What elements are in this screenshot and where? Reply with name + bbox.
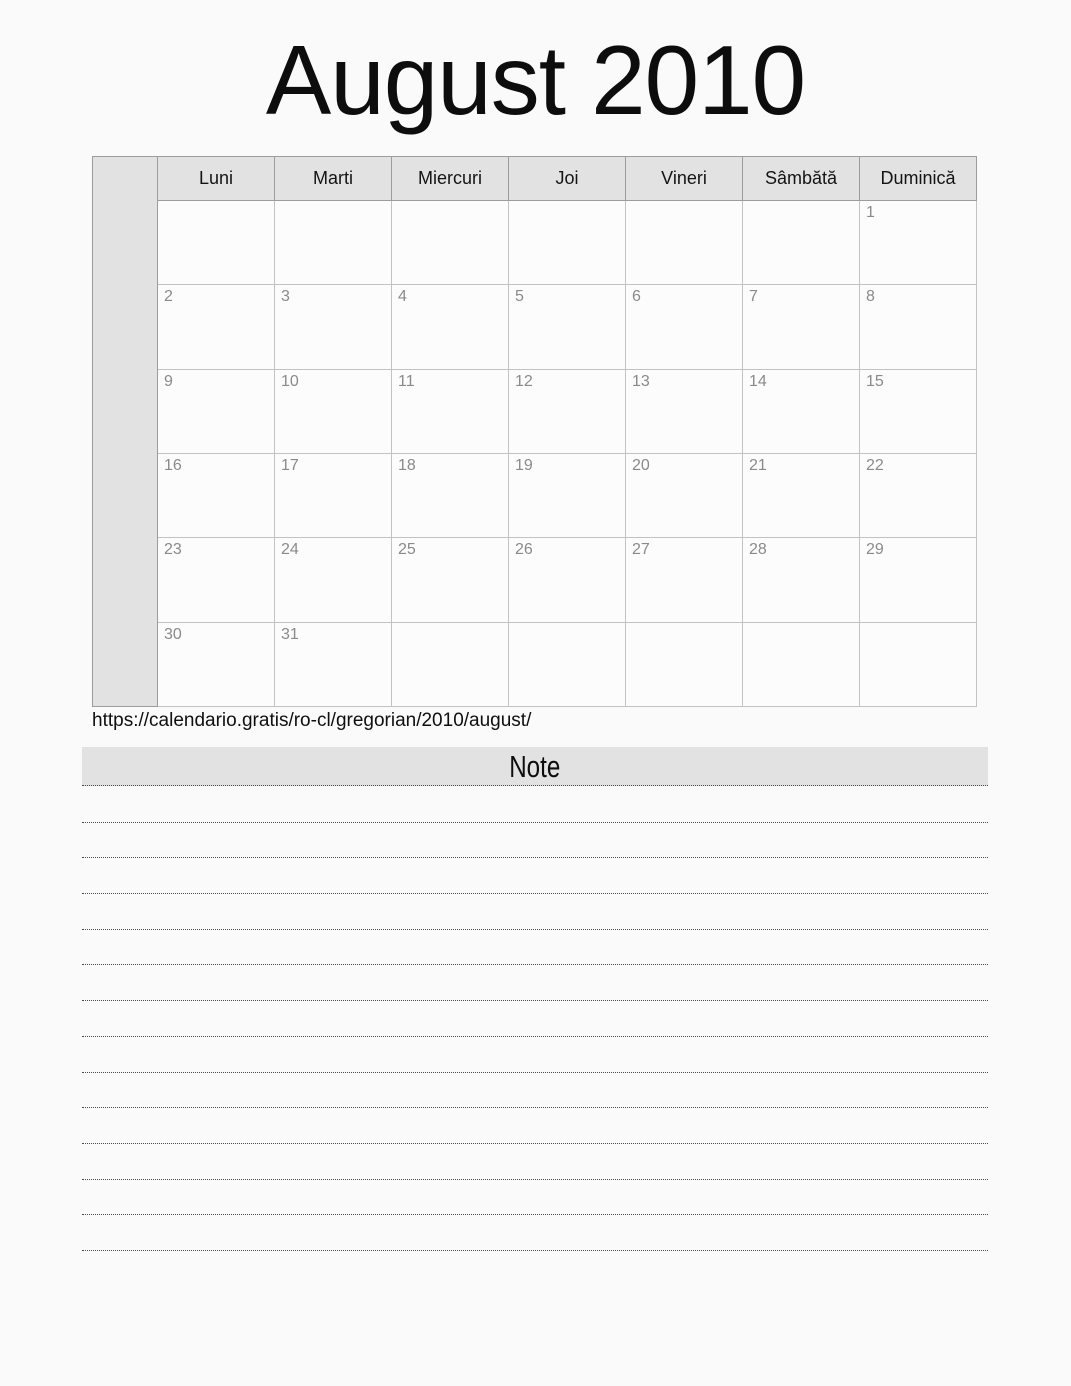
- day-cell-20: 20: [626, 453, 743, 537]
- weekday-joi: Joi: [509, 157, 626, 201]
- day-cell-4: 4: [392, 285, 509, 369]
- week-row: [93, 622, 977, 706]
- page-title: August 2010: [265, 25, 806, 135]
- notes-ruled-lines: [82, 787, 988, 1251]
- day-cell-21: 21: [743, 453, 860, 537]
- week-row: [93, 285, 977, 369]
- note-line: [82, 1108, 988, 1144]
- weekday-header-row: [93, 157, 977, 201]
- day-cell: [860, 622, 977, 706]
- day-cell-16: 16: [158, 453, 275, 537]
- day-cell: [392, 622, 509, 706]
- day-cell-15: 15: [860, 369, 977, 453]
- day-cell-23: 23: [158, 538, 275, 622]
- note-line: [82, 787, 988, 823]
- note-line: [82, 965, 988, 1001]
- day-cell-26: 26: [509, 538, 626, 622]
- day-cell-25: 25: [392, 538, 509, 622]
- day-cell-18: 18: [392, 453, 509, 537]
- weekday-duminica: Duminică: [860, 157, 977, 201]
- day-cell-30: 30: [158, 622, 275, 706]
- day-cell-17: 17: [275, 453, 392, 537]
- day-cell-9: 9: [158, 369, 275, 453]
- day-cell-27: 27: [626, 538, 743, 622]
- day-cell: [509, 622, 626, 706]
- day-cell: [509, 201, 626, 285]
- day-cell-6: 6: [626, 285, 743, 369]
- note-line: [82, 894, 988, 930]
- day-cell-28: 28: [743, 538, 860, 622]
- day-cell-24: 24: [275, 538, 392, 622]
- day-cell-5: 5: [509, 285, 626, 369]
- day-cell-2: 2: [158, 285, 275, 369]
- day-cell-1: 1: [860, 201, 977, 285]
- weekday-sambata: Sâmbătă: [743, 157, 860, 201]
- weekday-miercuri: Miercuri: [392, 157, 509, 201]
- day-cell-3: 3: [275, 285, 392, 369]
- day-cell: [743, 622, 860, 706]
- source-url: https://calendario.gratis/ro-cl/gregorian/2010/august/: [92, 710, 532, 731]
- day-cell-13: 13: [626, 369, 743, 453]
- week-gutter-column: [93, 157, 158, 707]
- weekday-vineri: Vineri: [626, 157, 743, 201]
- note-line: [82, 930, 988, 966]
- note-line: [82, 1037, 988, 1073]
- day-cell-12: 12: [509, 369, 626, 453]
- note-line: [82, 823, 988, 859]
- day-cell-14: 14: [743, 369, 860, 453]
- note-line: [82, 1144, 988, 1180]
- note-line: [82, 1215, 988, 1251]
- week-row: [93, 453, 977, 537]
- day-cell-31: 31: [275, 622, 392, 706]
- calendar-table: [92, 156, 977, 707]
- day-cell-19: 19: [509, 453, 626, 537]
- day-cell: [392, 201, 509, 285]
- day-cell: [275, 201, 392, 285]
- day-cell: [626, 622, 743, 706]
- week-row: [93, 538, 977, 622]
- day-cell-10: 10: [275, 369, 392, 453]
- notes-header: [82, 747, 988, 786]
- day-cell-7: 7: [743, 285, 860, 369]
- day-cell: [743, 201, 860, 285]
- note-line: [82, 1073, 988, 1109]
- day-cell: [158, 201, 275, 285]
- day-cell-8: 8: [860, 285, 977, 369]
- week-row: [93, 369, 977, 453]
- day-cell-22: 22: [860, 453, 977, 537]
- weekday-marti: Marti: [275, 157, 392, 201]
- weekday-luni: Luni: [158, 157, 275, 201]
- note-line: [82, 858, 988, 894]
- note-line: [82, 1180, 988, 1216]
- week-row: [93, 201, 977, 285]
- note-line: [82, 1001, 988, 1037]
- day-cell: [626, 201, 743, 285]
- notes-title: Note: [509, 748, 561, 784]
- day-cell-29: 29: [860, 538, 977, 622]
- day-cell-11: 11: [392, 369, 509, 453]
